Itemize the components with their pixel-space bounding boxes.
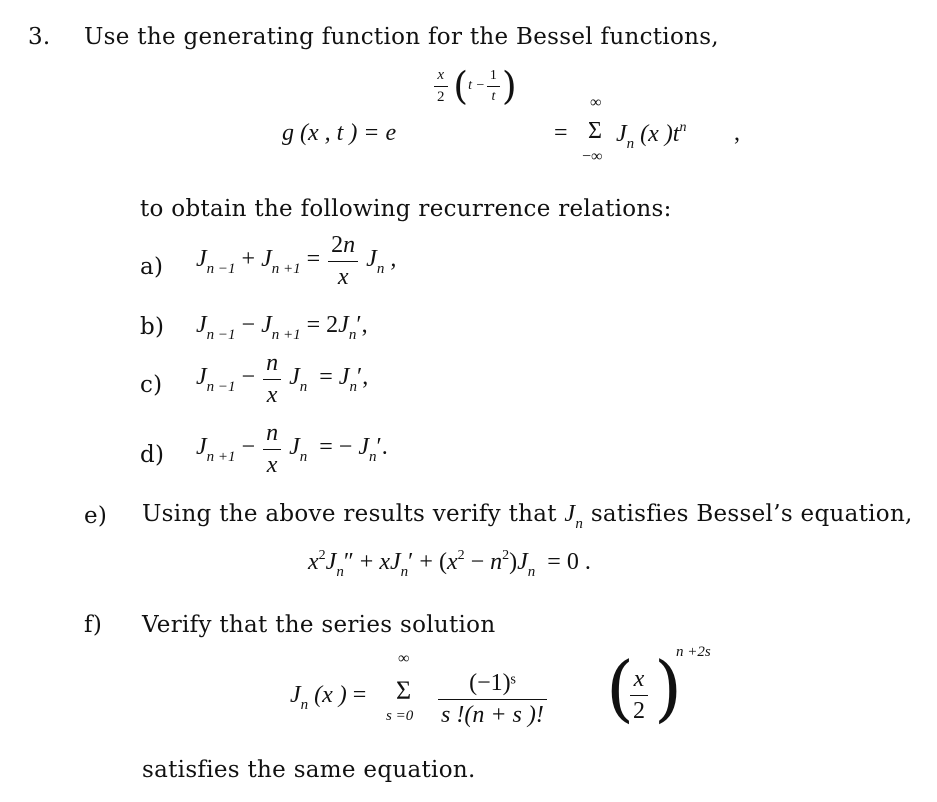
series-sum-upper: ∞ [398, 650, 410, 667]
relation-c-label: c) [140, 372, 163, 398]
relation-b-label: b) [140, 314, 165, 340]
paren-fraction-den: 2 [630, 695, 648, 725]
series-solution-equation [290, 640, 750, 740]
relation-a-label: a) [140, 254, 164, 280]
bessel-j-subscript: n [626, 136, 635, 152]
problem-number: 3. [28, 24, 51, 50]
exponent: $\frac{x}{2}$ (t − $\frac{1}{t}$ ) [432, 64, 517, 108]
series-fraction [438, 670, 547, 729]
exponent-inner-fraction-num: 1 [489, 67, 497, 83]
exponent-inner-t: t − [468, 78, 485, 93]
relation-b: $J_{n -1} - J_{n +1} = 2J_n'$, [196, 312, 368, 343]
part-e-symbol: J [564, 501, 576, 527]
series-fraction-num: (−1)ˢ [469, 670, 516, 696]
series-sigma: Σ [396, 676, 412, 705]
rhs-argument: (x )t [634, 121, 680, 147]
obtain-text: to obtain the following recurrence relations: [140, 196, 672, 222]
series-lhs: $J_n$ (x ) = [290, 682, 367, 713]
left-paren: ( [606, 646, 635, 730]
series-fraction-den: s !(n + s )! [438, 699, 547, 729]
sigma-symbol: Σ [588, 118, 602, 144]
relation-c: $J_{n -1}$ − $\frac{n}{x}$ $J_n = J_n'$, [196, 350, 369, 408]
closing-text: satisfies the same equation. [142, 757, 476, 783]
rhs-power: n [679, 120, 687, 135]
generating-function-rhs [616, 120, 686, 153]
exponent-inner-fraction-den: t [487, 86, 500, 105]
part-f-text: Verify that the series solution [142, 612, 496, 638]
paren-fraction [628, 666, 650, 725]
relation-a: $J_{n -1} + J_{n +1}$ = $\frac{2n}{x}$ $J_n$ , [196, 232, 397, 290]
intro-text: Use the generating function for the Bessel functions, [84, 24, 719, 50]
paren-fraction-num: x [633, 666, 645, 692]
trailing-comma: , [734, 120, 740, 146]
part-e-text [142, 501, 913, 533]
part-e-text-after: satisfies Bessel’s equation, [590, 501, 913, 527]
generating-function-equation [282, 64, 802, 174]
series-sum-lower: s =0 [386, 708, 414, 724]
bessel-j-symbol: J [616, 121, 627, 147]
series-power: n +2s [676, 644, 711, 660]
generating-function-lhs: g (x , t ) = e [282, 120, 397, 146]
sum-lower-limit: −∞ [582, 148, 603, 165]
part-e-text-before: Using the above results verify that [142, 501, 557, 527]
sum-upper-limit: ∞ [590, 94, 602, 111]
generating-function-equals: = [554, 120, 568, 146]
part-f-label: f) [84, 612, 103, 638]
relation-d-label: d) [140, 442, 165, 468]
relation-d: $J_{n +1}$ − $\frac{n}{x}$ $J_n$ = − $J_n'$. [196, 420, 388, 478]
part-e-symbol-sub: n [575, 516, 584, 532]
bessel-equation: $x^2J_n'' + xJ_n' + (x^2 - n^2)J_n = 0$ . [308, 548, 591, 580]
exponent-fraction-den: 2 [434, 86, 448, 106]
part-e-label: e) [84, 503, 108, 529]
exponent-fraction-num: x [437, 66, 445, 83]
right-paren: ) [654, 646, 683, 730]
